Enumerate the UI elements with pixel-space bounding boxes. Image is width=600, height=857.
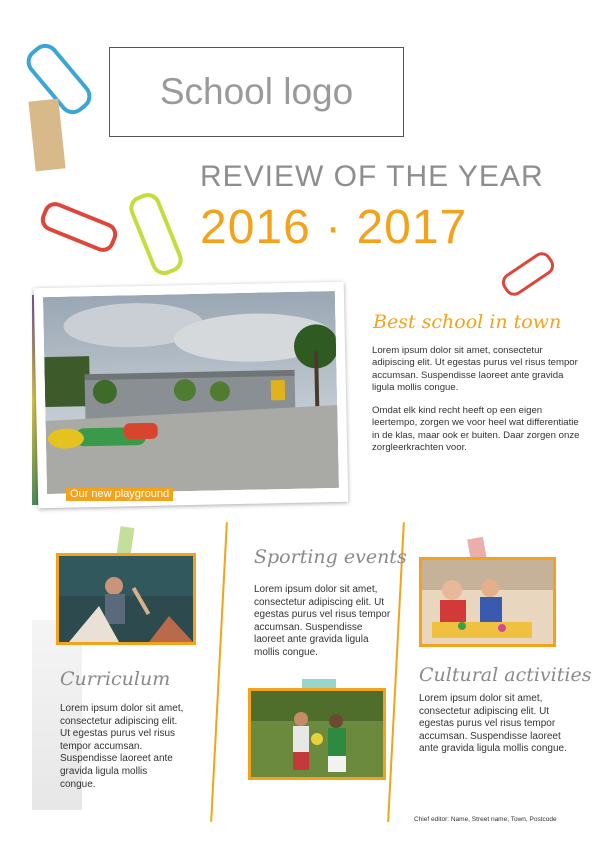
curriculum-text: Lorem ipsum dolor sit amet, consectetur adipiscing elit. Ut egestas purus vel risus tempor accumsan. Suspendisse laoreet ante gravida ligula mollis congue. [60,703,184,790]
feature-paragraph-1: Lorem ipsum dolor sit amet, consectetur adipiscing elit. Ut egestas purus vel risus tempor accumsan. Suspendisse laoreet ante gravida ligula mollis congue. [372,345,578,394]
ruler-icon [28,99,65,172]
curriculum-heading: Curriculum [60,668,171,690]
sporting-photo [248,688,386,780]
playground-photo-frame [34,282,349,508]
cultural-heading: Cultural activities [419,664,592,686]
cultural-text: Lorem ipsum dolor sit amet, consectetur adipiscing elit. Ut egestas purus vel risus tempor accumsan. Suspendisse laoreet ante gravida ligula mollis congue. [419,693,567,755]
school-logo-placeholder [109,47,404,137]
paperclip-red-small-icon [498,248,558,299]
sporting-text: Lorem ipsum dolor sit amet, consectetur adipiscing elit. Ut egestas purus vel risus tempor accumsan. Suspendisse laoreet ante gravida ligula mollis congue. [254,584,391,658]
school-year: 2016 · 2017 [200,201,468,254]
paperclip-green-icon [125,189,186,279]
logo-text: School logo [159,71,354,112]
curriculum-photo [56,553,196,645]
paperclip-red-icon [37,198,121,255]
feature-heading: Best school in town [373,311,562,333]
sporting-heading: Sporting events [254,546,407,568]
cultural-photo [419,557,556,647]
playground-photo [43,291,339,494]
footer-editor: Chief editor: Name, Street name, Town, Postcode [414,816,557,823]
feature-paragraph-2: Omdat elk kind recht heeft op een eigen leertempo, zorgen we voor heel wat differentiatie in de klas, maar ook er buiten. Daar zorgen onze zorgleerkrachten voor. [372,405,580,454]
column-divider-left [210,522,228,822]
review-title: REVIEW OF THE YEAR [200,160,544,193]
photo-caption: Our new playground [66,487,173,501]
